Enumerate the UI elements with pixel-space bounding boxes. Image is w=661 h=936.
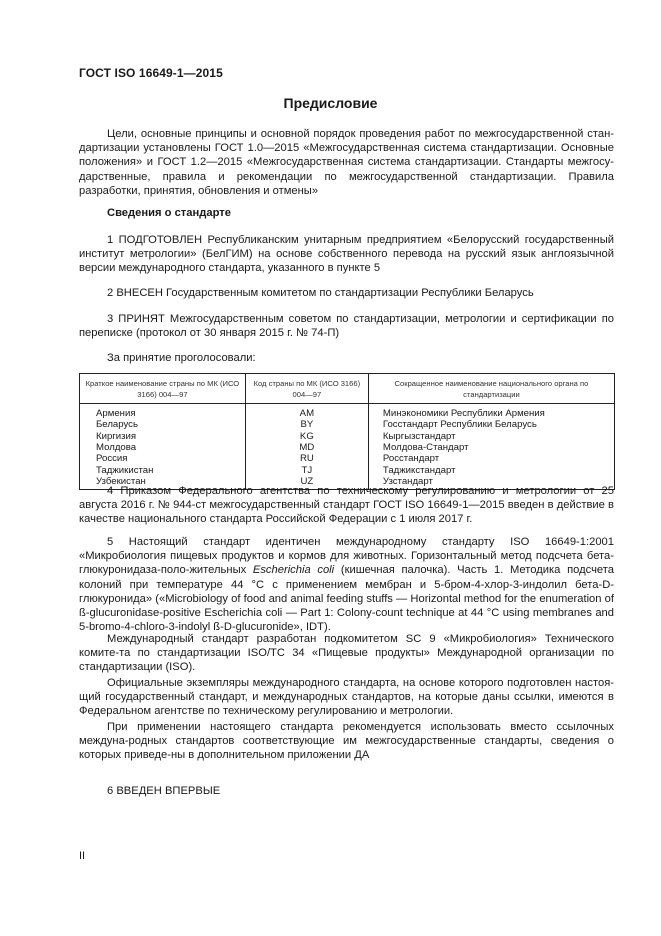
country-cell: Армения <box>80 404 246 420</box>
item-1-paragraph <box>79 233 614 276</box>
body-cell: Росстандарт <box>368 453 614 464</box>
body-cell: Минэкономики Республики Армения <box>368 404 614 420</box>
standard-info-heading: Сведения о стандарте <box>107 207 231 219</box>
voting-table <box>79 373 615 490</box>
country-cell: Молдова <box>80 442 246 453</box>
item-2-text: 2 ВНЕСЕН Государственным комитетом по стандартизации Республики Беларусь <box>107 287 534 299</box>
col-header-body: Сокращенное наименование национального органа по стандартизации <box>368 374 614 404</box>
item-4-paragraph <box>79 484 614 527</box>
item-5-text-end: (кишечная палочка). Часть 1. Методика подсчета колоний при температуре 44 °C с применением мембран и 5-бром-4-хлор-3-индолил бета-D-глюкуронида» («Microbiology of food and animal feeding stuffs — Horizontal method for the enumeration of ß-glucuronidase-positive Escherichia coli — Part 1: Colony-count technique at 44 °C using membranes and 5-bromo-4-chloro-3-indolyl ß-D-glucuronide», IDT). <box>79 564 614 634</box>
body-cell: Госстандарт Республики Беларусь <box>368 419 614 430</box>
code-cell: RU <box>245 453 368 464</box>
document-code-header: ГОСТ ISO 16649-1—2015 <box>79 66 223 80</box>
item-5-official-copies-paragraph <box>79 676 614 719</box>
code-cell: MD <box>245 442 368 453</box>
table-row <box>80 419 615 430</box>
code-cell: BY <box>245 419 368 430</box>
item-3-paragraph <box>79 312 614 340</box>
country-cell: Таджикистан <box>80 464 246 475</box>
voted-text: За принятие проголосовали: <box>107 352 256 364</box>
item-2-paragraph <box>79 286 614 300</box>
item-5-application-paragraph <box>79 720 614 763</box>
page-title: Предисловие <box>283 95 378 111</box>
table-row <box>80 431 615 442</box>
item-5-application-text: При применении настоящего стандарта рекомендуется использовать вместо ссылочных междуна-родных стандартов соответствующие им межгосударственные стандарты, сведения о которых приведе-ны в дополнительном приложении ДА <box>79 721 614 762</box>
code-cell: KG <box>245 431 368 442</box>
table-row <box>80 464 615 475</box>
body-cell: Таджикстандарт <box>368 464 614 475</box>
country-cell: Киргизия <box>80 431 246 442</box>
body-cell: Узстандарт <box>368 476 614 490</box>
item-5-subcommittee-paragraph <box>79 632 614 675</box>
code-cell: AM <box>245 404 368 420</box>
item-1-text: 1 ПОДГОТОВЛЕН Республиканским унитарным предприятием «Белорусский государственный институт метрологии» (БелГИМ) на основе собственного перевода на русский язык англоязычной версии международного стандарта, указанного в пункте 5 <box>79 234 614 275</box>
item-5-official-copies-text: Официальные экземпляры международного стандарта, на основе которого подготовлен настоя-щий государственный стандарт, и международных стандартов, на которые даны ссылки, имеются в Федеральном агентстве по техническому регулированию и метрологии. <box>79 677 614 718</box>
item-4-text: 4 Приказом Федерального агентства по техническому регулированию и метрологии от 25 августа 2016 г. № 944-ст межгосударственный стандарт ГОСТ ISO 16649-1—2015 введен в действие в качестве национального стандарта Российской Федерации с 1 июля 2017 г. <box>79 485 614 526</box>
col-header-code: Код страны по МК (ИСО 3166) 004—97 <box>245 374 368 404</box>
country-cell: Россия <box>80 453 246 464</box>
country-cell: Беларусь <box>80 419 246 430</box>
page-number: II <box>79 850 86 862</box>
table-row <box>80 404 615 420</box>
item-5-italic-organism: Escherichia coli <box>252 564 335 577</box>
voting-table-header-row <box>80 374 615 404</box>
item-5-subcommittee-text: Международный стандарт разработан подкомитетом SC 9 «Микробиология» Технического комите-та по стандартизации ISO/TC 34 «Пищевые продукты» Международной организации по стандартизации (ISO). <box>79 633 614 674</box>
body-cell: Кыргызстандарт <box>368 431 614 442</box>
item-5-paragraph <box>79 535 614 634</box>
table-row <box>80 453 615 464</box>
table-row <box>80 442 615 453</box>
item-3-text: 3 ПРИНЯТ Межгосударственным советом по стандартизации, метрологии и сертификации по переписке (протокол от 30 января 2015 г. № 74-П) <box>79 313 614 340</box>
item-6-paragraph <box>79 784 614 798</box>
item-6-text: 6 ВВЕДЕН ВПЕРВЫЕ <box>107 785 221 797</box>
country-cell: Узбекистан <box>80 476 246 490</box>
item-5-text-start: 5 Настоящий стандарт идентичен международному стандарту ISO 16649-1:2001 «Микробиология пищевых продуктов и кормов для животных. Горизонтальный метод подсчета бета-глюкуронидаза-поло-жительных <box>79 536 614 577</box>
intro-text: Цели, основные принципы и основной порядок проведения работ по межгосударственной стан-дартизации установлены ГОСТ 1.0—2015 «Межгосударственная система стандартизации. Основные положения» и ГОСТ 1.2—2015 «Межгосударственная система стандартизации. Стандарты межгосу-дарственные, правила и рекомендации по межгосударственной стандартизации. Правила разработки, принятия, обновления и отмены» <box>79 128 614 197</box>
col-header-country: Краткое наименование страны по МК (ИСО 3166) 004—97 <box>80 374 246 404</box>
intro-paragraph <box>79 127 614 198</box>
voted-label <box>79 351 614 365</box>
body-cell: Молдова-Стандарт <box>368 442 614 453</box>
code-cell: TJ <box>245 464 368 475</box>
code-cell: UZ <box>245 476 368 490</box>
